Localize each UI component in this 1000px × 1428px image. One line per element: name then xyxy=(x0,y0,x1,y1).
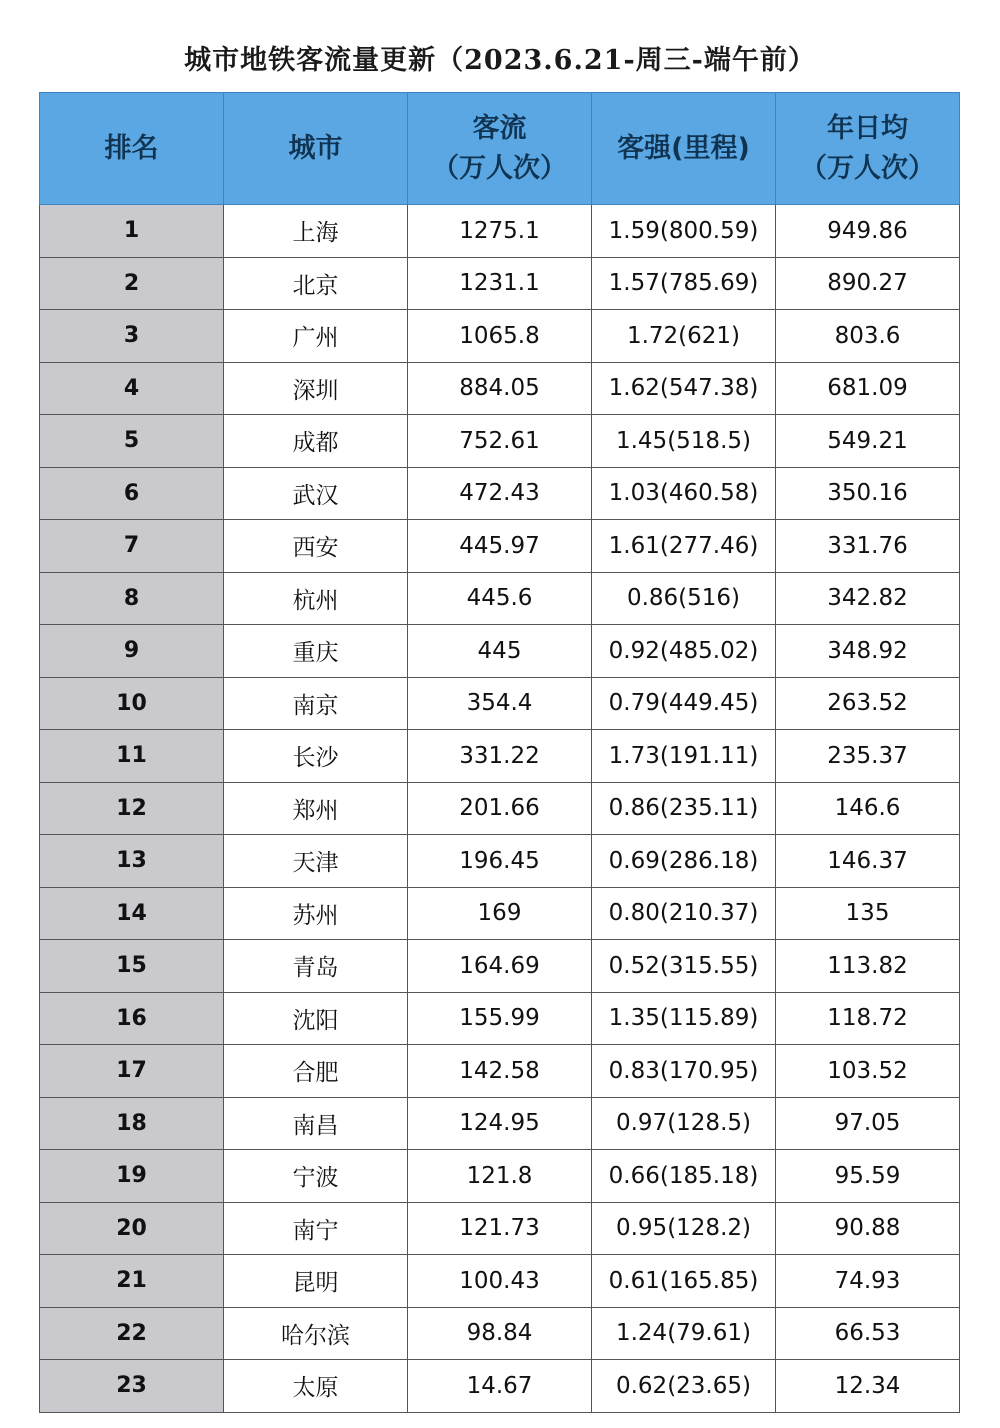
cell-flow: 445 xyxy=(408,625,592,678)
cell-rank: 9 xyxy=(40,625,224,678)
cell-intensity: 1.35(115.89) xyxy=(592,992,776,1045)
table-row xyxy=(40,310,960,363)
header-label: 城市 xyxy=(288,132,343,164)
cell-intensity: 0.61(165.85) xyxy=(592,1255,776,1308)
cell-rank: 11 xyxy=(40,730,224,783)
cell-rank: 21 xyxy=(40,1255,224,1308)
cell-city: 昆明 xyxy=(224,1255,408,1308)
cell-annual-avg: 348.92 xyxy=(776,625,960,678)
table-row xyxy=(40,1255,960,1308)
table-row xyxy=(40,730,960,783)
cell-flow: 445.97 xyxy=(408,520,592,573)
header-label: 排名 xyxy=(104,132,159,164)
table-row xyxy=(40,1150,960,1203)
table-row xyxy=(40,1045,960,1098)
cell-intensity: 0.52(315.55) xyxy=(592,940,776,993)
cell-intensity: 1.24(79.61) xyxy=(592,1307,776,1360)
table-row xyxy=(40,205,960,258)
cell-flow: 196.45 xyxy=(408,835,592,888)
cell-rank: 6 xyxy=(40,467,224,520)
cell-flow: 169 xyxy=(408,887,592,940)
cell-flow: 331.22 xyxy=(408,730,592,783)
cell-rank: 22 xyxy=(40,1307,224,1360)
cell-city: 西安 xyxy=(224,520,408,573)
table-row xyxy=(40,520,960,573)
cell-city: 北京 xyxy=(224,257,408,310)
table-row xyxy=(40,887,960,940)
cell-flow: 121.8 xyxy=(408,1150,592,1203)
metro-ridership-table xyxy=(39,92,960,1413)
cell-flow: 1231.1 xyxy=(408,257,592,310)
cell-annual-avg: 113.82 xyxy=(776,940,960,993)
cell-intensity: 0.79(449.45) xyxy=(592,677,776,730)
header-label: 客流 xyxy=(472,112,527,144)
cell-flow: 752.61 xyxy=(408,415,592,468)
cell-annual-avg: 263.52 xyxy=(776,677,960,730)
cell-rank: 20 xyxy=(40,1202,224,1255)
header-intensity xyxy=(592,93,776,205)
cell-city: 哈尔滨 xyxy=(224,1307,408,1360)
cell-intensity: 0.95(128.2) xyxy=(592,1202,776,1255)
table-row xyxy=(40,782,960,835)
cell-annual-avg: 949.86 xyxy=(776,205,960,258)
cell-annual-avg: 103.52 xyxy=(776,1045,960,1098)
cell-intensity: 0.66(185.18) xyxy=(592,1150,776,1203)
cell-rank: 15 xyxy=(40,940,224,993)
header-flow xyxy=(408,93,592,205)
table-row xyxy=(40,572,960,625)
cell-city: 南昌 xyxy=(224,1097,408,1150)
cell-flow: 201.66 xyxy=(408,782,592,835)
cell-flow: 445.6 xyxy=(408,572,592,625)
cell-annual-avg: 12.34 xyxy=(776,1360,960,1413)
cell-intensity: 1.57(785.69) xyxy=(592,257,776,310)
table-row xyxy=(40,625,960,678)
cell-annual-avg: 90.88 xyxy=(776,1202,960,1255)
cell-annual-avg: 95.59 xyxy=(776,1150,960,1203)
table-row xyxy=(40,940,960,993)
cell-annual-avg: 135 xyxy=(776,887,960,940)
cell-annual-avg: 97.05 xyxy=(776,1097,960,1150)
cell-rank: 16 xyxy=(40,992,224,1045)
cell-rank: 3 xyxy=(40,310,224,363)
cell-intensity: 0.62(23.65) xyxy=(592,1360,776,1413)
cell-annual-avg: 549.21 xyxy=(776,415,960,468)
cell-intensity: 0.97(128.5) xyxy=(592,1097,776,1150)
cell-intensity: 1.03(460.58) xyxy=(592,467,776,520)
cell-intensity: 0.86(516) xyxy=(592,572,776,625)
cell-city: 上海 xyxy=(224,205,408,258)
cell-intensity: 0.86(235.11) xyxy=(592,782,776,835)
cell-rank: 7 xyxy=(40,520,224,573)
cell-annual-avg: 235.37 xyxy=(776,730,960,783)
cell-rank: 4 xyxy=(40,362,224,415)
cell-flow: 884.05 xyxy=(408,362,592,415)
cell-city: 合肥 xyxy=(224,1045,408,1098)
cell-intensity: 0.83(170.95) xyxy=(592,1045,776,1098)
table-row xyxy=(40,467,960,520)
header-label: 客强(里程) xyxy=(617,132,750,164)
cell-city: 重庆 xyxy=(224,625,408,678)
cell-rank: 14 xyxy=(40,887,224,940)
cell-flow: 100.43 xyxy=(408,1255,592,1308)
cell-rank: 10 xyxy=(40,677,224,730)
cell-flow: 155.99 xyxy=(408,992,592,1045)
cell-city: 深圳 xyxy=(224,362,408,415)
cell-city: 南宁 xyxy=(224,1202,408,1255)
table-row xyxy=(40,1307,960,1360)
cell-city: 杭州 xyxy=(224,572,408,625)
cell-annual-avg: 342.82 xyxy=(776,572,960,625)
header-row xyxy=(40,93,960,205)
cell-rank: 12 xyxy=(40,782,224,835)
cell-city: 广州 xyxy=(224,310,408,363)
header-label: 年日均 xyxy=(827,112,908,144)
cell-flow: 121.73 xyxy=(408,1202,592,1255)
cell-city: 长沙 xyxy=(224,730,408,783)
cell-intensity: 1.62(547.38) xyxy=(592,362,776,415)
cell-annual-avg: 146.37 xyxy=(776,835,960,888)
cell-flow: 164.69 xyxy=(408,940,592,993)
table-body xyxy=(40,205,960,1413)
cell-intensity: 1.73(191.11) xyxy=(592,730,776,783)
cell-annual-avg: 74.93 xyxy=(776,1255,960,1308)
table-row xyxy=(40,1097,960,1150)
cell-rank: 1 xyxy=(40,205,224,258)
table-row xyxy=(40,835,960,888)
cell-annual-avg: 681.09 xyxy=(776,362,960,415)
cell-intensity: 1.72(621) xyxy=(592,310,776,363)
cell-rank: 2 xyxy=(40,257,224,310)
cell-flow: 14.67 xyxy=(408,1360,592,1413)
header-city xyxy=(224,93,408,205)
header-rank xyxy=(40,93,224,205)
cell-annual-avg: 803.6 xyxy=(776,310,960,363)
cell-rank: 18 xyxy=(40,1097,224,1150)
cell-flow: 124.95 xyxy=(408,1097,592,1150)
cell-rank: 19 xyxy=(40,1150,224,1203)
table-row xyxy=(40,362,960,415)
cell-city: 太原 xyxy=(224,1360,408,1413)
cell-city: 郑州 xyxy=(224,782,408,835)
table-row xyxy=(40,1202,960,1255)
cell-intensity: 1.59(800.59) xyxy=(592,205,776,258)
cell-flow: 142.58 xyxy=(408,1045,592,1098)
cell-annual-avg: 146.6 xyxy=(776,782,960,835)
cell-flow: 1275.1 xyxy=(408,205,592,258)
cell-city: 南京 xyxy=(224,677,408,730)
cell-rank: 23 xyxy=(40,1360,224,1413)
cell-annual-avg: 66.53 xyxy=(776,1307,960,1360)
page-title: 城市地铁客流量更新（2023.6.21-周三-端午前） xyxy=(184,45,816,76)
cell-city: 苏州 xyxy=(224,887,408,940)
cell-city: 青岛 xyxy=(224,940,408,993)
cell-city: 宁波 xyxy=(224,1150,408,1203)
table-row xyxy=(40,992,960,1045)
cell-rank: 17 xyxy=(40,1045,224,1098)
cell-annual-avg: 331.76 xyxy=(776,520,960,573)
cell-city: 成都 xyxy=(224,415,408,468)
header-unit: （万人次） xyxy=(432,152,567,184)
cell-rank: 5 xyxy=(40,415,224,468)
cell-intensity: 1.45(518.5) xyxy=(592,415,776,468)
table-row xyxy=(40,257,960,310)
cell-intensity: 1.61(277.46) xyxy=(592,520,776,573)
cell-flow: 354.4 xyxy=(408,677,592,730)
header-annual-avg xyxy=(776,93,960,205)
table-row xyxy=(40,677,960,730)
header-unit: （万人次） xyxy=(800,152,935,184)
cell-intensity: 0.80(210.37) xyxy=(592,887,776,940)
cell-intensity: 0.92(485.02) xyxy=(592,625,776,678)
cell-annual-avg: 118.72 xyxy=(776,992,960,1045)
cell-rank: 8 xyxy=(40,572,224,625)
cell-flow: 98.84 xyxy=(408,1307,592,1360)
table-row xyxy=(40,1360,960,1413)
cell-annual-avg: 350.16 xyxy=(776,467,960,520)
cell-city: 沈阳 xyxy=(224,992,408,1045)
cell-city: 武汉 xyxy=(224,467,408,520)
cell-flow: 472.43 xyxy=(408,467,592,520)
cell-annual-avg: 890.27 xyxy=(776,257,960,310)
cell-intensity: 0.69(286.18) xyxy=(592,835,776,888)
table-header xyxy=(40,93,960,205)
cell-city: 天津 xyxy=(224,835,408,888)
table-row xyxy=(40,415,960,468)
cell-rank: 13 xyxy=(40,835,224,888)
cell-flow: 1065.8 xyxy=(408,310,592,363)
